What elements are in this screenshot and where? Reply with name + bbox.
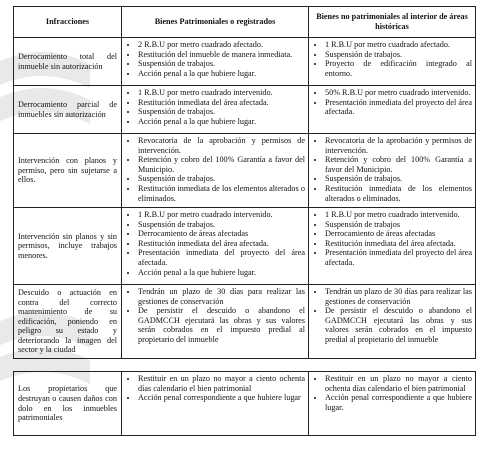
sanction-item: • Suspensión de trabajos. (138, 174, 305, 184)
sanction-item: • Tendrán un plazo de 30 días para realizar las gestiones de conservación (138, 287, 305, 306)
infraction-cell: Intervención sin planos y sin permisos, incluye trabajos menores. (14, 208, 122, 285)
sanction-item: • 1 R.B.U por metro cuadrado afectado. (325, 40, 472, 50)
sanction-item: • Retención y cobro del 100% Garantía a favor del Municipio. (138, 155, 305, 174)
sanction-item: • 1 R.B.U por metro cuadrado intervenido. (138, 210, 305, 220)
sanction-item: • Acción penal a la que hubiere lugar. (138, 69, 305, 79)
sanctions-list (125, 374, 305, 403)
patrimonial-sanctions-cell (122, 134, 309, 208)
sanction-item: • 50% R.B.U por metro cuadrado intervenido. (325, 88, 472, 98)
sanctions-list (312, 88, 472, 117)
sanctions-list (125, 136, 305, 203)
sanctions-list (312, 374, 472, 412)
table-row (14, 372, 476, 436)
destruction-table (13, 371, 476, 436)
sanction-item: • Suspensión de trabajos. (138, 220, 305, 230)
table-header-row (14, 7, 476, 38)
sanction-item: • Presentación inmediata del proyecto del área afectada. (325, 98, 472, 117)
sanction-item: • Presentación inmediata del proyecto del área afectada. (138, 248, 305, 267)
sanction-item: • Presentación inmediata del proyecto del área afectada. (325, 248, 472, 267)
sanction-item: • Acción penal correspondiente a que hubiere lugar (138, 393, 305, 403)
sanction-item: • Restitución inmediata del área afectada. (138, 239, 305, 249)
header-infracciones: Infracciones (14, 7, 122, 38)
sanction-item: • Derrocamiento de áreas afectadas (325, 229, 472, 239)
patrimonial-sanctions-cell (122, 372, 309, 436)
infraction-cell: Intervención con planos y permiso, pero sin sujetarse a ellos. (14, 134, 122, 208)
sanction-item: • Revocatoria de la aprobación y permisos de intervención. (138, 136, 305, 155)
sanction-item: • Suspensión de trabajos. (138, 59, 305, 69)
sanction-item: • De persistir el descuido o abandono el GADMCCH ejecutará las obras y sus valores serán cobrados en el impuesto predial al propietario del inmueble (325, 306, 472, 344)
infraction-cell: Descuido o actuación en contra del correcto mantenimiento de su edificación, poniendo en peligro su estado y deteriorando la imagen del sector y la ciudad (14, 285, 122, 359)
non-patrimonial-sanctions-cell (309, 86, 476, 134)
sanctions-list (312, 287, 472, 345)
table-row (14, 208, 476, 285)
sanction-item: • Retención y cobro del 100% Garantía a favor del Municipio. (325, 155, 472, 174)
non-patrimonial-sanctions-cell (309, 38, 476, 86)
patrimonial-sanctions-cell (122, 38, 309, 86)
infraction-cell: Los propietarios que destruyan o causen daños con dolo en los inmuebles patrimoniales (14, 372, 122, 436)
sanction-item: • Restitución inmediata del área afectada. (325, 239, 472, 249)
header-bienes-no-patrimoniales: Bienes no patrimoniales al interior de áreas históricas (309, 7, 476, 38)
sanctions-list (125, 88, 305, 126)
sanctions-list (312, 136, 472, 203)
sanction-item: • Restituir en un plazo no mayor a ciento ochenta días calendario el bien patrimonial (325, 374, 472, 393)
sanction-item: • Restitución inmediata de los elementos alterados o eliminados. (325, 184, 472, 203)
table-row (14, 285, 476, 359)
sanction-item: • Suspensión de trabajos. (325, 50, 472, 60)
sanction-item: • Suspensión de trabajos. (325, 174, 472, 184)
sanction-item: • Restituir en un plazo no mayor a ciento ochenta días calendario el bien patrimonial (138, 374, 305, 393)
infraction-cell: Derrocamiento total del inmueble sin autorización (14, 38, 122, 86)
sanctions-list (125, 287, 305, 345)
infraction-cell: Derrocamiento parcial de inmuebles sin autorización (14, 86, 122, 134)
sanction-item: • Tendrán un plazo de 30 días para realizar las gestiones de conservación (325, 287, 472, 306)
sanction-item: • 2 R.B.U por metro cuadrado afectado. (138, 40, 305, 50)
sanction-item: • Restitución inmediata de los elementos alterados o eliminados. (138, 184, 305, 203)
sanction-item: • Derrocamiento de áreas afectadas (138, 229, 305, 239)
non-patrimonial-sanctions-cell (309, 134, 476, 208)
sanction-item: • Acción penal correspondiente a que hubiere lugar. (325, 393, 472, 412)
sanctions-list (125, 40, 305, 78)
sanctions-list (312, 210, 472, 268)
patrimonial-sanctions-cell (122, 285, 309, 359)
sanction-item: • Acción penal a la que hubiere lugar. (138, 268, 305, 278)
non-patrimonial-sanctions-cell (309, 285, 476, 359)
table-row (14, 86, 476, 134)
sanction-item: • 1 R.B.U por metro cuadrado intervenido. (325, 210, 472, 220)
sanction-item: • De persistir el descuido o abandono el GADMCCH ejecutará las obras y sus valores serán cobrados en el impuesto predial al propietario del inmueble (138, 306, 305, 344)
table-row (14, 38, 476, 86)
sanctions-list (125, 210, 305, 277)
table-row (14, 134, 476, 208)
sanction-item: • Suspensión de trabajos (325, 220, 472, 230)
sanction-item: • Proyecto de edificación integrado al entorno. (325, 59, 472, 78)
infractions-table (13, 6, 476, 359)
patrimonial-sanctions-cell (122, 86, 309, 134)
non-patrimonial-sanctions-cell (309, 372, 476, 436)
sanction-item: • Restitución del inmueble de manera inmediata. (138, 50, 305, 60)
sanction-item: • Revocatoria de la aprobación y permisos de intervención. (325, 136, 472, 155)
sanction-item: • 1 R.B.U por metro cuadrado intervenido. (138, 88, 305, 98)
sanction-item: • Acción penal a la que hubiere lugar. (138, 117, 305, 127)
header-bienes-patrimoniales: Bienes Patrimoniales o registrados (122, 7, 309, 38)
sanction-item: • Suspensión de trabajos. (138, 107, 305, 117)
sanction-item: • Restitución inmediata del área afectada. (138, 98, 305, 108)
sanctions-list (312, 40, 472, 78)
non-patrimonial-sanctions-cell (309, 208, 476, 285)
patrimonial-sanctions-cell (122, 208, 309, 285)
